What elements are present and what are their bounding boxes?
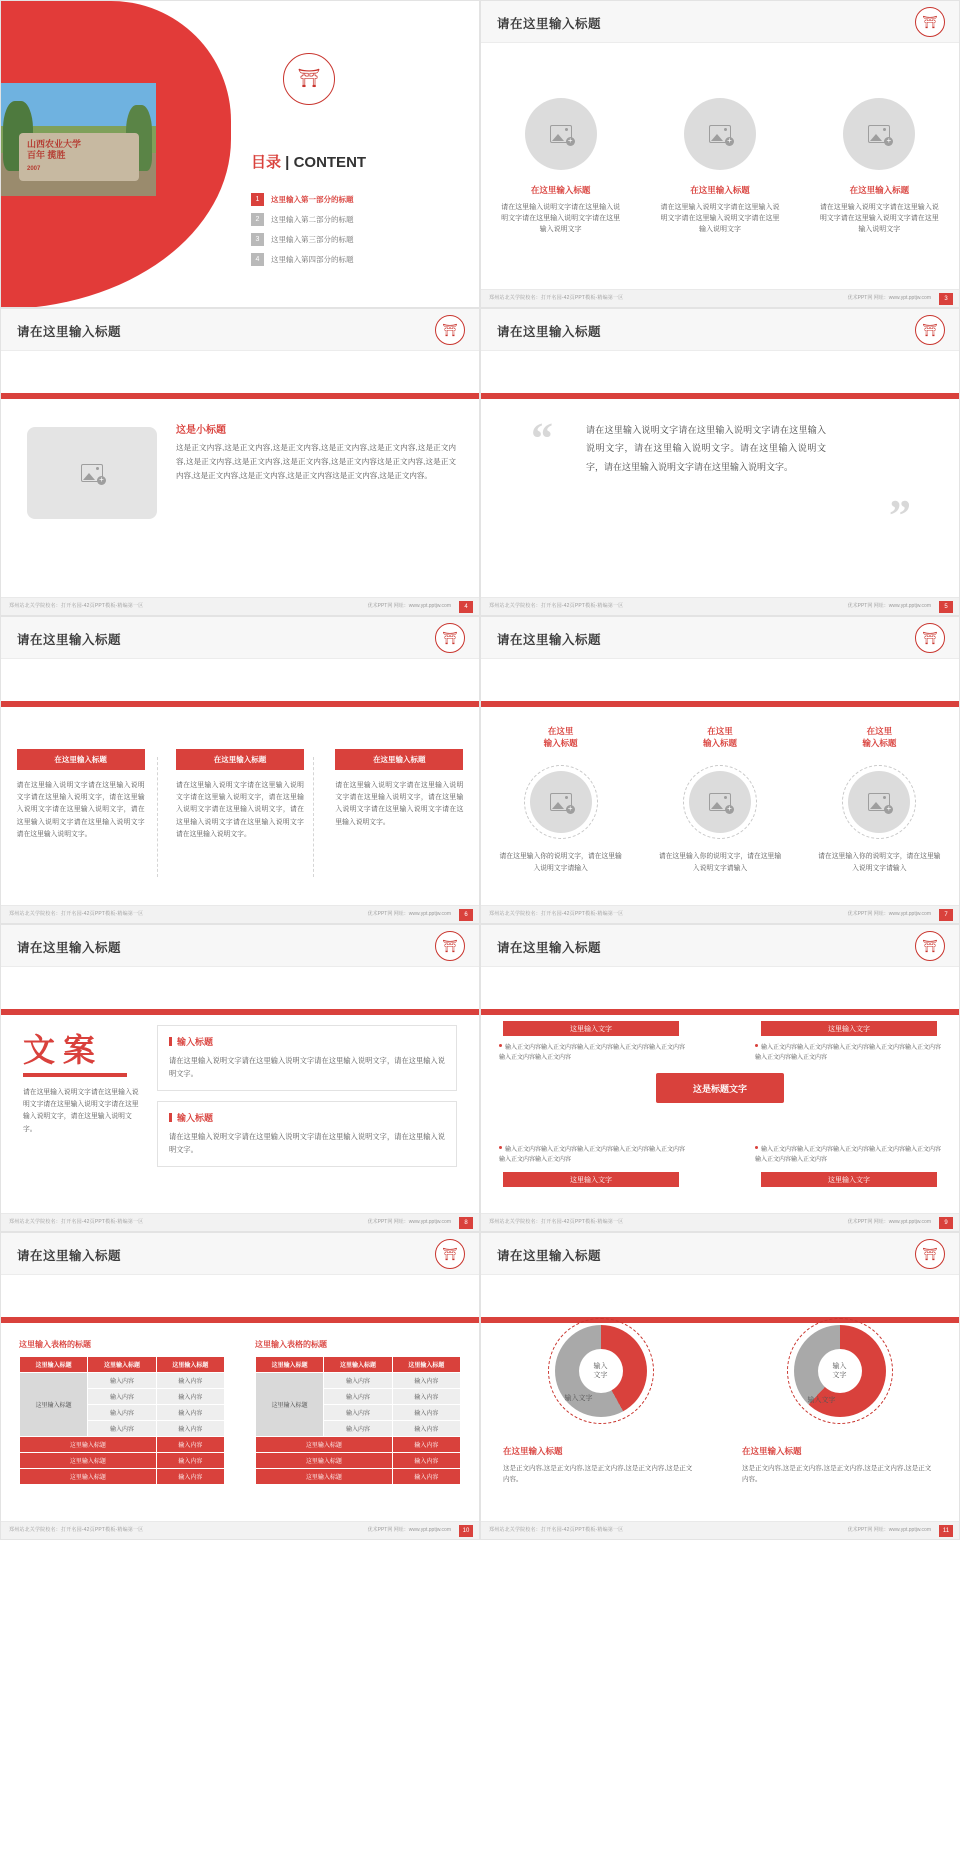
slide-header	[481, 309, 959, 351]
toc-label: 这里输入第三部分的标题	[271, 235, 354, 244]
column-1[interactable]	[17, 749, 145, 841]
column-body: 请在这里输入说明文字请在这里输入说明文字请在这里输入说明文字，请在这里输入说明文字请在这里输入说明文字，请在这里输入说明文字请在这里输入说明文字请在这里输入说明文字。	[175, 782, 304, 838]
seal-icon: ⛩	[435, 931, 465, 961]
box-body-2: 请在这里输入说明文字请在这里输入说明文字请在这里输入说明文字，请在这里输入说明文字。	[169, 1132, 445, 1154]
table-cell: 输入内容	[156, 1437, 224, 1453]
image-placeholder[interactable]	[525, 98, 597, 170]
table-cell: 输入内容	[392, 1437, 460, 1453]
footer-left-text: 郑州站北关学院校名：打开名园-42页PPT模板-精编第一区	[489, 911, 624, 917]
circle-1[interactable]	[481, 765, 640, 839]
slide-footer	[481, 1521, 959, 1539]
footer-left-text: 郑州站北关学院校名：打开名园-42页PPT模板-精编第一区	[489, 1527, 624, 1533]
table-cell: 输入内容	[392, 1421, 460, 1437]
footer-right-text: 优术PPT网 网址：www.ypt.pptjw.com	[367, 1527, 451, 1533]
table-cell: 输入内容	[392, 1373, 460, 1389]
footer-right-text: 优术PPT网 网址：www.ypt.pptjw.com	[847, 603, 931, 609]
table-row	[20, 1373, 225, 1389]
table-caption: 这里输入表格的标题	[255, 1340, 327, 1349]
toc-number: 2	[251, 213, 264, 226]
table-row-highlight	[20, 1469, 225, 1485]
footer-body: 这是正文内容,这是正文内容,这是正文内容,这是正文内容,这是正文内容。	[742, 1465, 932, 1484]
toc-heading	[251, 151, 366, 172]
page-title: 请在这里输入标题	[17, 941, 122, 955]
table-cell: 输入内容	[156, 1453, 224, 1469]
slide-dashed-circles[interactable]	[480, 616, 960, 924]
slide-header	[1, 309, 479, 351]
table-row-label: 这里输入标题	[256, 1373, 324, 1437]
table-cell: 输入内容	[88, 1389, 156, 1405]
column-3[interactable]	[335, 749, 463, 841]
table-cell: 这里输入标题	[20, 1469, 157, 1485]
toc-item-2[interactable]	[251, 213, 441, 226]
table-cell: 输入内容	[156, 1405, 224, 1421]
image-icon: +	[868, 125, 890, 143]
box-body-1: 请在这里输入说明文字请在这里输入说明文字请在这里输入说明文字，请在这里输入说明文字。	[169, 1056, 445, 1078]
column-2[interactable]	[176, 749, 304, 841]
slide-header	[481, 925, 959, 967]
body-text: 这是正文内容,这是正文内容,这是正文内容,这是正文内容,这是正文内容,这是正文内容,这是正文内容,这是正文内容,这是正文内容,这是正文内容这是正文内容,这是正文内容,这是正文内容,这是正文内容,这是正文内容这是正文内容,这是正文内容。	[176, 443, 456, 480]
toc-label: 这里输入第一部分的标题	[271, 195, 354, 204]
campus-photo	[1, 83, 156, 196]
slide-footer	[1, 597, 479, 615]
donut-chart-2[interactable]	[794, 1325, 886, 1417]
footer-right-text: 优术PPT网 网址：www.ypt.pptjw.com	[847, 911, 931, 917]
quadrant-caption-3[interactable]: 这里输入文字	[503, 1172, 679, 1187]
seal-icon: ⛩	[915, 931, 945, 961]
table-row-highlight	[256, 1453, 461, 1469]
table-caption: 这里输入表格的标题	[19, 1340, 91, 1349]
image-icon: +	[550, 125, 572, 143]
seal-icon: ⛩	[915, 623, 945, 653]
toc-item-1[interactable]	[251, 193, 441, 206]
quadrant-text-1: 输入正文内容输入正文内容输入正文内容输入正文内容输入正文内容输入正文内容输入正文内容	[499, 1045, 686, 1062]
toc-list[interactable]	[251, 193, 441, 273]
quadrant-caption-4[interactable]: 这里输入文字	[761, 1172, 937, 1187]
toc-heading-cn: 目录	[251, 154, 282, 171]
table-header: 这里输入标题	[256, 1357, 324, 1373]
slide-donuts[interactable]	[480, 1232, 960, 1540]
slide-footer	[1, 1213, 479, 1231]
footer-right-text: 优术PPT网 网址：www.ypt.pptjw.com	[367, 603, 451, 609]
column-1[interactable]	[481, 98, 640, 236]
footer-right-text: 优术PPT网 网址：www.ypt.pptjw.com	[847, 1219, 931, 1225]
column-title-3: 在这里 输入标题	[862, 726, 897, 749]
slide-copy[interactable]	[0, 924, 480, 1232]
table-cell: 输入内容	[392, 1469, 460, 1485]
donut-footer-2	[720, 1445, 959, 1485]
page-number: 9	[939, 1217, 953, 1229]
quadrant-text-4: 输入正文内容输入正文内容输入正文内容输入正文内容输入正文内容输入正文内容输入正文内容	[755, 1146, 942, 1163]
circle-row	[481, 765, 959, 839]
data-table[interactable]	[255, 1356, 461, 1485]
table-row-highlight	[256, 1437, 461, 1453]
toc-heading-sep: |	[281, 154, 294, 171]
column-body: 请在这里输入说明文字请在这里输入说明文字请在这里输入说明文字，请在这里输入说明文字请在这里输入说明文字，请在这里输入说明文字请在这里输入说明文字请在这里输入说明文字。	[16, 782, 145, 838]
page-title: 请在这里输入标题	[497, 17, 602, 31]
footer-left-text: 郑州站北关学院校名：打开名园-42页PPT模板-精编第一区	[489, 603, 624, 609]
table-header: 这里输入标题	[156, 1357, 224, 1373]
quote-close-icon: ”	[889, 491, 911, 540]
box-title-2: 输入标题	[169, 1111, 445, 1124]
page-number: 5	[939, 601, 953, 613]
slide-tables[interactable]	[0, 1232, 480, 1540]
slide-header	[1, 1233, 479, 1275]
slide-image-text[interactable]	[0, 308, 480, 616]
box-title-1: 输入标题	[169, 1035, 445, 1048]
quadrant-text-3: 输入正文内容输入正文内容输入正文内容输入正文内容输入正文内容输入正文内容输入正文内容	[499, 1146, 686, 1163]
table-cell: 输入内容	[156, 1373, 224, 1389]
column-body: 请在这里输入说明文字请在这里输入说明文字请在这里输入说明文字，请在这里输入说明文字请在这里输入说明文字请在这里输入说明文字。	[335, 782, 464, 826]
slide-three-bars[interactable]	[0, 616, 480, 924]
table-row-label: 这里输入标题	[20, 1373, 88, 1437]
table-cell: 输入内容	[88, 1405, 156, 1421]
table-cell: 输入内容	[88, 1421, 156, 1437]
seal-icon: ⛩	[435, 623, 465, 653]
big-word: 文案	[23, 1032, 104, 1068]
donut-footers	[481, 1445, 959, 1485]
quadrant-caption-2[interactable]: 这里输入文字	[761, 1021, 937, 1036]
table-block-2[interactable]	[255, 1339, 461, 1485]
table-header: 这里输入标题	[324, 1357, 392, 1373]
image-icon: +	[550, 793, 572, 811]
photo-caption: 山西农业大学 百年 揽胜 2007	[27, 139, 82, 172]
slide-header	[1, 925, 479, 967]
footer-left-text: 郑州站北关学院校名：打开名园-42页PPT模板-精编第一区	[9, 911, 144, 917]
slide-footer	[1, 905, 479, 923]
columns	[481, 98, 959, 236]
donut-row	[481, 1325, 959, 1417]
seal-icon: ⛩	[915, 1239, 945, 1269]
footer-left-text: 郑州站北关学院校名：打开名园-42页PPT模板-精编第一区	[489, 1219, 624, 1225]
image-icon: +	[868, 793, 890, 811]
page-number: 7	[939, 909, 953, 921]
quote-open-icon: “	[531, 414, 553, 463]
circle-2[interactable]	[640, 765, 799, 839]
column-title: 在这里输入标题	[530, 185, 591, 195]
column-3[interactable]	[800, 98, 959, 236]
toc-item-3[interactable]	[251, 233, 441, 246]
image-placeholder[interactable]	[848, 771, 910, 833]
image-placeholder[interactable]	[684, 98, 756, 170]
column-body: 请在这里输入说明文字请在这里输入说明文字请在这里输入说明文字请在这里输入说明文字	[501, 204, 621, 233]
column-title: 在这里输入标题	[690, 185, 750, 195]
seal-icon: ⛩	[915, 7, 945, 37]
quadrant-text-2: 输入正文内容输入正文内容输入正文内容输入正文内容输入正文内容输入正文内容输入正文内容	[755, 1045, 942, 1062]
column-body: 请在这里输入说明文字请在这里输入说明文字请在这里输入说明文字请在这里输入说明文字	[819, 204, 939, 233]
donut-outside-label-2: 输入文字	[807, 1397, 836, 1404]
page-title: 请在这里输入标题	[497, 633, 602, 647]
page-number: 4	[459, 601, 473, 613]
table-row-highlight	[256, 1469, 461, 1485]
donut-center-label-1: 输入 文字	[579, 1349, 623, 1393]
table-cell: 输入内容	[156, 1421, 224, 1437]
table-header: 这里输入标题	[88, 1357, 156, 1373]
footer-right-text: 优术PPT网 网址：www.ypt.pptjw.com	[847, 295, 931, 301]
slide-header	[481, 617, 959, 659]
image-icon: +	[709, 793, 731, 811]
seal-icon: ⛩	[435, 315, 465, 345]
footer-left-text: 郑州站北关学院校名：打开名园-42页PPT模板-精编第一区	[9, 1219, 144, 1225]
column-title: 在这里输入标题	[849, 185, 910, 195]
toc-item-4[interactable]	[251, 253, 441, 266]
table-cell: 输入内容	[392, 1405, 460, 1421]
columns	[1, 749, 479, 841]
toc-number: 1	[251, 193, 264, 206]
footer-body: 这是正文内容,这是正文内容,这是正文内容,这是正文内容,这是正文内容。	[503, 1465, 693, 1484]
captions	[481, 851, 959, 874]
table-block-1[interactable]	[19, 1339, 225, 1485]
table-cell: 这里输入标题	[256, 1437, 393, 1453]
table-header: 这里输入标题	[20, 1357, 88, 1373]
page-title: 请在这里输入标题	[497, 941, 602, 955]
data-table[interactable]	[19, 1356, 225, 1485]
donut-footer-1	[481, 1445, 720, 1485]
table-cell: 输入内容	[324, 1405, 392, 1421]
page-number: 10	[459, 1525, 473, 1537]
slide-matrix[interactable]	[480, 924, 960, 1232]
toc-heading-en: CONTENT	[293, 154, 367, 171]
page-title: 请在这里输入标题	[17, 633, 122, 647]
center-title[interactable]: 这是标题文字	[656, 1073, 784, 1103]
image-placeholder[interactable]	[530, 771, 592, 833]
slide-quote[interactable]	[480, 308, 960, 616]
slide-header	[481, 1, 959, 43]
table-cell: 这里输入标题	[20, 1437, 157, 1453]
page-number: 3	[939, 293, 953, 305]
table-cell: 输入内容	[324, 1373, 392, 1389]
caption-3: 请在这里输入你的说明文字，请在这里输入说明文字请输入	[818, 853, 941, 872]
table-cell: 输入内容	[156, 1469, 224, 1485]
donut-ring-1	[555, 1325, 647, 1417]
column-body: 请在这里输入说明文字请在这里输入说明文字请在这里输入说明文字请在这里输入说明文字	[660, 204, 780, 233]
table-cell: 输入内容	[324, 1389, 392, 1405]
column-title-2: 在这里 输入标题	[702, 726, 737, 749]
caption-2: 请在这里输入你的说明文字，请在这里输入说明文字请输入	[658, 853, 782, 872]
quote-text: 请在这里输入说明文字请在这里输入说明文字请在这里输入说明文字，请在这里输入说明文字。请在这里输入说明文字，请在这里输入说明文字请在这里输入说明文字。	[586, 425, 826, 472]
table-row-highlight	[20, 1437, 225, 1453]
big-word-underline	[23, 1073, 127, 1077]
image-icon: +	[81, 464, 103, 482]
footer-head: 在这里输入标题	[503, 1446, 563, 1456]
toc-number: 3	[251, 233, 264, 246]
slide-footer	[1, 1521, 479, 1539]
image-icon: +	[709, 125, 731, 143]
column-caption: 在这里输入标题	[176, 749, 304, 770]
slide-header	[1, 617, 479, 659]
table-cell: 这里输入标题	[20, 1453, 157, 1469]
table-cell: 输入内容	[88, 1373, 156, 1389]
toc-label: 这里输入第四部分的标题	[271, 255, 354, 264]
slide-footer	[481, 1213, 959, 1231]
column-titles	[481, 725, 959, 750]
seal-icon: ⛩	[435, 1239, 465, 1269]
table-row	[256, 1373, 461, 1389]
donut-center-label-2: 输入 文字	[818, 1349, 862, 1393]
page-title: 请在这里输入标题	[17, 1249, 122, 1263]
column-caption: 在这里输入标题	[17, 749, 145, 770]
slide-footer	[481, 289, 959, 307]
table-cell: 输入内容	[392, 1389, 460, 1405]
toc-number: 4	[251, 253, 264, 266]
table-header: 这里输入标题	[392, 1357, 460, 1373]
footer-left-text: 郑州站北关学院校名：打开名园-42页PPT模板-精编第一区	[9, 603, 144, 609]
toc-label: 这里输入第二部分的标题	[271, 215, 354, 224]
page-number: 6	[459, 909, 473, 921]
table-cell: 输入内容	[156, 1389, 224, 1405]
table-cell: 这里输入标题	[256, 1469, 393, 1485]
column-2[interactable]	[640, 98, 799, 236]
slide-three-circles[interactable]	[480, 0, 960, 308]
image-placeholder[interactable]	[27, 427, 157, 519]
donut-outside-label-1: 输入文字	[564, 1395, 593, 1402]
column-title-1: 在这里 输入标题	[543, 726, 578, 749]
slide-body	[481, 43, 959, 289]
caption-1: 请在这里输入你的说明文字，请在这里输入说明文字请输入	[499, 853, 622, 872]
footer-right-text: 优术PPT网 网址：www.ypt.pptjw.com	[847, 1527, 931, 1533]
university-logo: ⛩	[283, 53, 335, 105]
table-cell: 输入内容	[392, 1453, 460, 1469]
slide-cover[interactable]	[0, 0, 480, 308]
page-title: 请在这里输入标题	[17, 325, 122, 339]
image-placeholder[interactable]	[689, 771, 751, 833]
page-title: 请在这里输入标题	[497, 1249, 602, 1263]
footer-right-text: 优术PPT网 网址：www.ypt.pptjw.com	[367, 911, 451, 917]
table-header-row	[20, 1357, 225, 1373]
slide-footer	[481, 597, 959, 615]
side-text: 请在这里输入说明文字请在这里输入说明文字请在这里输入说明文字请在这里输入说明文字，请在这里输入说明文字。	[23, 1089, 139, 1133]
table-header-row	[256, 1357, 461, 1373]
page-number: 8	[459, 1217, 473, 1229]
table-row-highlight	[20, 1453, 225, 1469]
quadrant-caption-1[interactable]: 这里输入文字	[503, 1021, 679, 1036]
text-box-1[interactable]	[157, 1025, 457, 1091]
slide-footer	[481, 905, 959, 923]
seal-icon: ⛩	[915, 315, 945, 345]
image-placeholder[interactable]	[843, 98, 915, 170]
footer-left-text: 郑州站北关学院校名：打开名园-42页PPT模板-精编第一区	[9, 1527, 144, 1533]
footer-head: 在这里输入标题	[742, 1446, 802, 1456]
page-title: 请在这里输入标题	[497, 325, 602, 339]
slide-header	[481, 1233, 959, 1275]
page-number: 11	[939, 1525, 953, 1537]
table-cell: 这里输入标题	[256, 1453, 393, 1469]
donut-chart-1[interactable]	[555, 1325, 647, 1417]
sub-title: 这是小标题	[176, 425, 226, 436]
column-caption: 在这里输入标题	[335, 749, 463, 770]
table-cell: 输入内容	[324, 1421, 392, 1437]
circle-3[interactable]	[800, 765, 959, 839]
footer-right-text: 优术PPT网 网址：www.ypt.pptjw.com	[367, 1219, 451, 1225]
text-box-2[interactable]	[157, 1101, 457, 1167]
footer-left-text: 郑州站北关学院校名：打开名园-42页PPT模板-精编第一区	[489, 295, 624, 301]
